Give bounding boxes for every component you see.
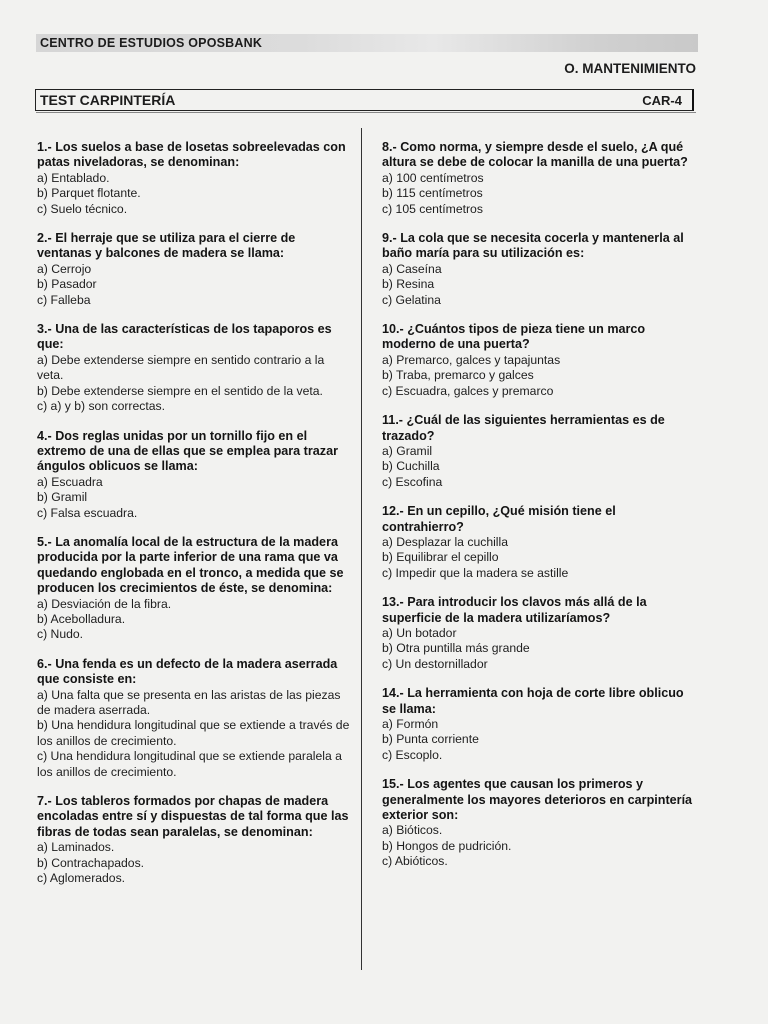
column-divider	[361, 128, 362, 970]
question-text: 15.- Los agentes que causan los primeros y generalmente los mayores deterioros en carpintería exterior son:	[382, 777, 693, 823]
question-text: 14.- La herramienta con hoja de corte libre oblicuo se llama:	[382, 686, 684, 716]
right-column	[382, 140, 694, 884]
question-block	[382, 595, 694, 672]
answer-option: a) Escuadra	[37, 474, 103, 489]
question-block	[382, 777, 694, 869]
answer-option: b) Hongos de pudrición.	[382, 838, 512, 853]
answer-option: a) Desplazar la cuchilla	[382, 534, 508, 549]
answer-option: b) Cuchilla	[382, 459, 440, 474]
title-divider	[36, 112, 696, 113]
answer-option: c) Escoplo.	[382, 747, 443, 762]
question-block	[37, 231, 353, 308]
question-block	[382, 322, 694, 399]
question-text: 13.- Para introducir los clavos más allá de la superficie de la madera utilizaríamos?	[382, 595, 647, 625]
answer-option: b) Debe extenderse siempre en el sentido de la veta.	[37, 383, 323, 398]
answer-option: c) Una hendidura longitudinal que se extiende paralela a los anillos de crecimiento.	[37, 749, 342, 779]
answer-option: b) Parquet flotante.	[37, 186, 141, 201]
answer-option: b) Contrachapados.	[37, 855, 145, 870]
answer-option: a) Gramil	[382, 443, 433, 458]
test-title: TEST CARPINTERÍA	[40, 92, 176, 108]
answer-option: c) Un destornillador	[382, 656, 488, 671]
answer-option: b) Una hendidura longitudinal que se extiende a través de los anillos de crecimiento.	[37, 718, 350, 748]
answer-option: a) Premarco, galces y tapajuntas	[382, 352, 561, 367]
question-text: 7.- Los tableros formados por chapas de madera encoladas entre sí y dispuestas de tal forma que las fibras de todas sean paralelas, se denominan:	[37, 794, 349, 839]
answer-option: a) Debe extenderse siempre en sentido contrario a la veta.	[37, 352, 325, 383]
answer-option: a) 100 centímetros	[382, 170, 484, 185]
question-text: 9.- La cola que se necesita cocerla y mantenerla al baño maría para su utilización es:	[382, 231, 684, 261]
answer-option: c) Aglomerados.	[37, 871, 126, 886]
answer-option: a) Laminados.	[37, 840, 115, 855]
answer-option: b) 115 centímetros	[382, 186, 483, 201]
question-block	[382, 413, 694, 490]
question-block	[37, 794, 353, 886]
question-text: 2.- El herraje que se utiliza para el cierre de ventanas y balcones de madera se llama:	[37, 231, 296, 261]
answer-option: c) Abióticos.	[382, 854, 448, 869]
question-block	[37, 657, 353, 780]
answer-option: a) Desviación de la fibra.	[37, 596, 172, 611]
question-text: 11.- ¿Cuál de las siguientes herramientas es de trazado?	[382, 413, 665, 443]
answer-option: a) Cerrojo	[37, 261, 92, 276]
answer-option: b) Pasador	[37, 277, 97, 292]
question-block	[37, 535, 353, 643]
department-name: O. MANTENIMIENTO	[564, 61, 696, 76]
answer-option: c) Escofina	[382, 474, 443, 489]
question-block	[37, 429, 353, 521]
answer-option: c) Falleba	[37, 292, 91, 307]
answer-option: c) Gelatina	[382, 292, 441, 307]
question-text: 4.- Dos reglas unidas por un tornillo fijo en el extremo de una de ellas que se emplea para trazar ángulos oblicuos se llama:	[37, 428, 338, 474]
answer-option: b) Punta corriente	[382, 732, 479, 747]
answer-option: a) Un botador	[382, 625, 457, 640]
question-text: 6.- Una fenda es un defecto de la madera aserrada que consiste en:	[37, 656, 338, 687]
answer-option: b) Resina	[382, 277, 435, 292]
answer-option: c) Impedir que la madera se astille	[382, 565, 569, 580]
answer-option: c) Falsa escuadra.	[37, 505, 138, 520]
answer-option: c) a) y b) son correctas.	[37, 399, 166, 414]
answer-option: a) Caseína	[382, 261, 442, 276]
answer-option: c) Nudo.	[37, 627, 84, 642]
question-text: 8.- Como norma, y siempre desde el suelo, ¿A qué altura se debe de colocar la manilla de una puerta?	[382, 140, 688, 170]
answer-option: a) Una falta que se presenta en las aristas de las piezas de madera aserrada.	[37, 687, 341, 717]
center-name: CENTRO DE ESTUDIOS OPOSBANK	[40, 36, 263, 50]
answer-option: c) Suelo técnico.	[37, 201, 128, 216]
question-text: 12.- En un cepillo, ¿Qué misión tiene el contrahierro?	[382, 504, 616, 534]
question-block	[382, 140, 694, 217]
question-text: 1.- Los suelos a base de losetas sobreelevadas con patas niveladoras, se denominan:	[37, 140, 346, 170]
answer-option: a) Bióticos.	[382, 823, 443, 838]
answer-option: b) Traba, premarco y galces	[382, 368, 534, 383]
answer-option: a) Entablado.	[37, 170, 110, 185]
question-text: 3.- Una de las características de los tapaporos es que:	[37, 322, 332, 352]
question-block	[382, 686, 694, 763]
answer-option: b) Equilibrar el cepillo	[382, 550, 499, 565]
answer-option: b) Acebolladura.	[37, 611, 126, 626]
answer-option: a) Formón	[382, 717, 439, 731]
question-block	[37, 140, 353, 217]
question-block	[382, 504, 694, 581]
answer-option: b) Gramil	[37, 490, 88, 505]
test-code: CAR-4	[642, 93, 682, 108]
answer-option: c) 105 centímetros	[382, 201, 483, 216]
question-block	[37, 322, 353, 414]
question-block	[382, 231, 694, 308]
answer-option: c) Escuadra, galces y premarco	[382, 383, 554, 398]
answer-option: b) Otra puntilla más grande	[382, 641, 530, 656]
question-text: 5.- La anomalía local de la estructura de la madera producida por la parte inferior de una rama que va quedando englobada en el tronco, a medida que se producen los crecimientos de éste, se denomina:	[37, 534, 344, 596]
left-column	[37, 140, 353, 900]
test-title-box	[35, 89, 694, 111]
question-text: 10.- ¿Cuántos tipos de pieza tiene un marco moderno de una puerta?	[382, 322, 646, 352]
